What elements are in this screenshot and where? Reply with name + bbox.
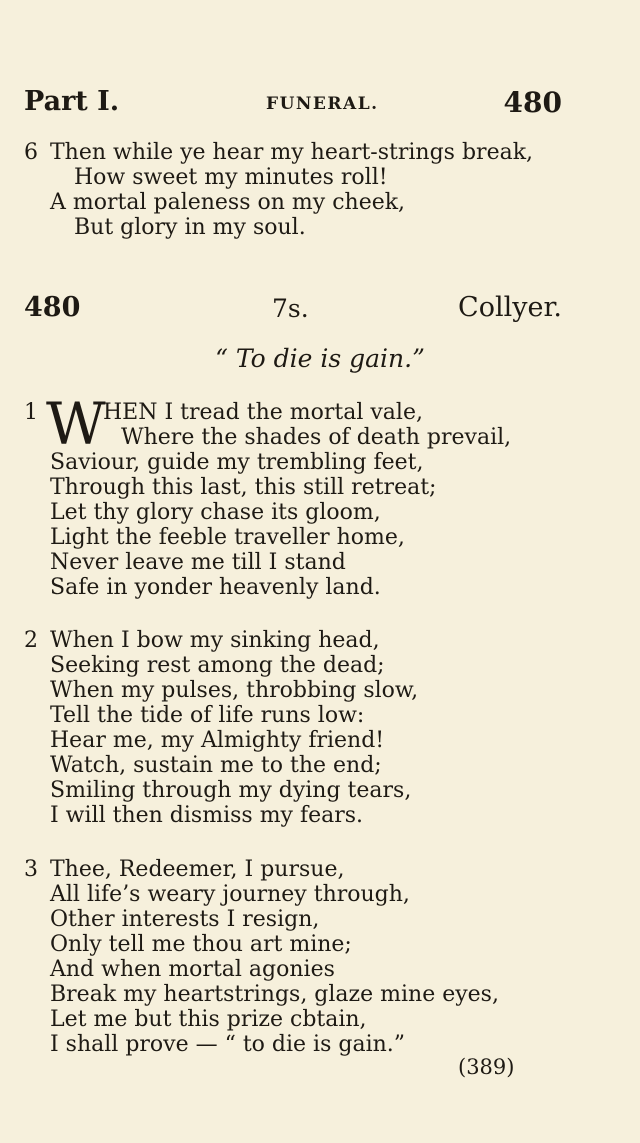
hymn-author: Collyer. (458, 292, 562, 323)
verse-line: Hear me, my Almighty friend! (50, 728, 385, 753)
verse-line: Where the shades of death prevail, (121, 425, 512, 450)
verse-line: Let me but this prize cbtain, (50, 1007, 367, 1032)
verse-line: Smiling through my dying tears, (50, 778, 412, 803)
stanza-number: 3 (24, 857, 38, 882)
page-number: (389) (458, 1055, 515, 1079)
verse-line: Watch, sustain me to the end; (50, 753, 382, 778)
hymn-heading (24, 292, 562, 328)
verse-line: And when mortal agonies (50, 957, 335, 982)
verse-line: Tell the tide of life runs low: (50, 703, 365, 728)
part-label: Part I. (24, 86, 120, 117)
verse-line: I shall prove — “ to die is gain.” (50, 1032, 406, 1057)
epigraph: “ To die is gain.” (215, 344, 425, 373)
verse-line: Only tell me thou art mine; (50, 932, 352, 957)
verse-line: But glory in my soul. (74, 215, 306, 240)
verse-line: Never leave me till I stand (50, 550, 346, 575)
stanza-number: 6 (24, 140, 38, 165)
verse-line: When I bow my sinking head, (50, 628, 380, 653)
verse-line: All life’s weary journey through, (50, 882, 410, 907)
verse-line: Let thy glory chase its gloom, (50, 500, 381, 525)
verse-line: Break my heartstrings, glaze mine eyes, (50, 982, 499, 1007)
verse-line: Safe in yonder heavenly land. (50, 575, 381, 600)
verse-line: Seeking rest among the dead; (50, 653, 385, 678)
verse-line: Light the feeble traveller home, (50, 525, 405, 550)
verse-line: Thee, Redeemer, I pursue, (50, 857, 345, 882)
running-header (24, 86, 562, 120)
verse-line: Through this last, this still retreat; (50, 475, 437, 500)
verse-line: Then while ye hear my heart-strings break, (50, 140, 534, 165)
verse-line: I will then dismiss my fears. (50, 803, 364, 828)
hymn-number: 480 (24, 292, 81, 323)
verse-line: How sweet my minutes roll! (74, 165, 388, 190)
stanza-number: 1 (24, 400, 38, 425)
verse-line: A mortal paleness on my cheek, (50, 190, 406, 215)
verse-line: HEN I tread the mortal vale, (103, 400, 423, 425)
hymn-meter: 7s. (272, 294, 309, 323)
drop-cap: W (46, 390, 106, 458)
header-hymn-number: 480 (503, 86, 562, 119)
stanza-number: 2 (24, 628, 38, 653)
verse-line: When my pulses, throbbing slow, (50, 678, 419, 703)
section-title: FUNERAL. (266, 94, 379, 114)
verse-line: Other interests I resign, (50, 907, 320, 932)
verse-line: Saviour, guide my trembling feet, (50, 450, 424, 475)
